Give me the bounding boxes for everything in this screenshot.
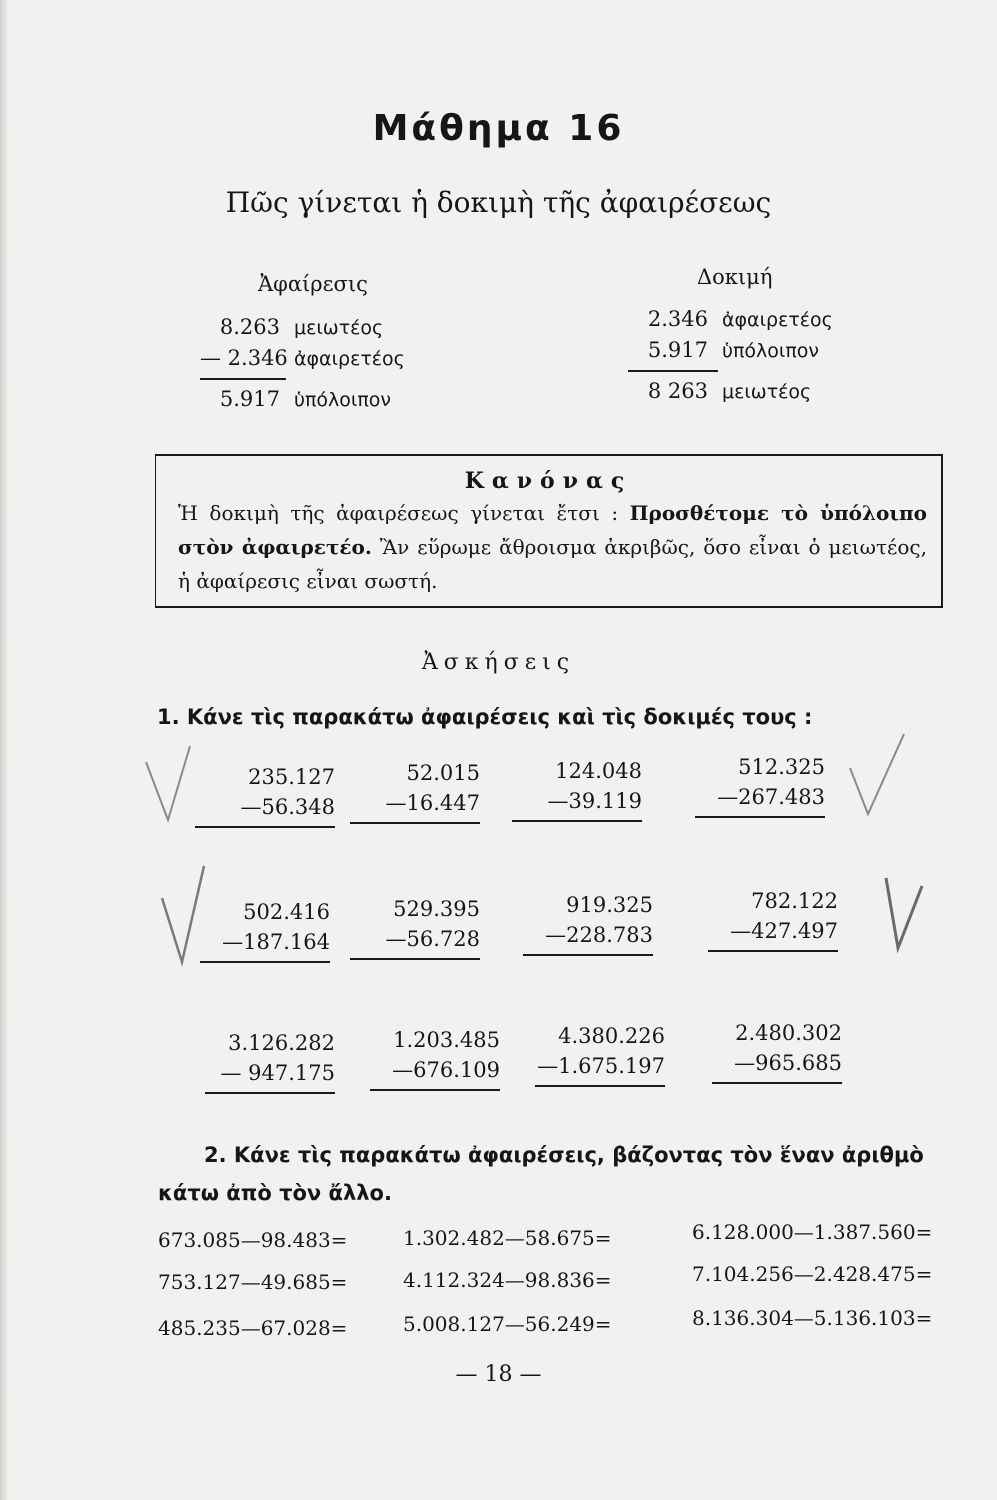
example-label: ἀφαιρετέος [294, 348, 405, 370]
minuend: 782.122 [751, 889, 838, 913]
minuend: 52.015 [406, 761, 480, 785]
problem [712, 1018, 842, 1084]
problem [523, 890, 653, 956]
equation: 1.302.482—58.675= [403, 1226, 612, 1250]
equation: 6.128.000—1.387.560= [692, 1220, 933, 1244]
example-value: 5.917 [647, 338, 708, 362]
problem [370, 1025, 500, 1091]
equation: 5.008.127—56.249= [403, 1312, 612, 1336]
minuend: 2.480.302 [735, 1021, 842, 1045]
proof-example [628, 304, 833, 407]
answer-line [708, 950, 838, 952]
answer-line [200, 961, 330, 963]
example-row [200, 343, 405, 374]
example-value: 8 263 [647, 378, 708, 403]
check-mark-icon [138, 740, 198, 830]
subtrahend: —16.447 [385, 791, 480, 815]
equation: 673.085—98.483= [158, 1228, 348, 1252]
proof-heading: Δοκιμή [697, 265, 773, 289]
example-label: ὑπόλοιπον [722, 340, 820, 362]
problem [200, 897, 330, 963]
answer-line [695, 816, 825, 818]
example-row [628, 304, 833, 335]
problem [535, 1021, 665, 1087]
subtrahend: —1.675.197 [537, 1054, 665, 1078]
example-row [200, 312, 405, 343]
subtraction-example [200, 312, 405, 415]
example-row [200, 384, 405, 415]
answer-line [523, 954, 653, 956]
check-mark-icon [156, 860, 216, 970]
subtrahend: —228.783 [545, 923, 653, 947]
check-mark-icon [876, 872, 936, 962]
subtrahend: —39.119 [547, 789, 642, 813]
problem [512, 756, 642, 822]
rule-text [178, 496, 927, 598]
minuend: 919.325 [566, 893, 653, 917]
sum-line [628, 370, 718, 372]
subtrahend: —56.728 [385, 927, 480, 951]
subtrahend: —965.685 [734, 1051, 842, 1075]
example-value: 2.346 [647, 307, 708, 331]
minuend: 1.203.485 [393, 1028, 500, 1052]
example-label: ὑπόλοιπον [294, 388, 392, 411]
page-number: — 18 — [455, 1362, 542, 1387]
subtrahend: —187.164 [222, 930, 330, 954]
rule-text-start: Ἡ δοκιμὴ τῆς ἀφαιρέσεως γίνεται ἔτσι : [178, 501, 619, 525]
subtrahend: —56.348 [240, 795, 335, 819]
problem [695, 752, 825, 818]
answer-line [712, 1082, 842, 1084]
page-edge [0, 0, 8, 1500]
exercise1-heading: 1. Κάνε τὶς παρακάτω ἀφαιρέσεις καὶ τὶς δοκιμές τους : [157, 705, 813, 729]
equation: 7.104.256—2.428.475= [692, 1262, 933, 1286]
answer-line [205, 1092, 335, 1094]
answer-line [350, 958, 480, 960]
problem [350, 758, 480, 824]
equation: 485.235—67.028= [158, 1316, 348, 1340]
minuend: 512.325 [738, 755, 825, 779]
problem [708, 886, 838, 952]
problem [205, 1028, 335, 1094]
subtrahend: —427.497 [730, 919, 838, 943]
equation: 8.136.304—5.136.103= [692, 1306, 933, 1330]
problem [205, 762, 335, 828]
example-label: μειωτέος [294, 317, 384, 339]
sum-line [200, 378, 286, 380]
rule-text-end: Ἂν εὕρωμε ἄθροισμα ἀκριβῶς, ὅσο εἶναι ὁ μειωτέος, ἡ ἀφαίρεσις εἶναι σωστή. [178, 535, 927, 593]
example-value: — 2.346 [200, 346, 288, 370]
rule-title: Κανόνας [464, 468, 633, 494]
equation: 753.127—49.685= [158, 1270, 348, 1294]
subtrahend: —267.483 [717, 785, 825, 809]
minuend: 502.416 [243, 900, 330, 924]
minuend: 3.126.282 [228, 1031, 335, 1055]
rule-box [155, 454, 943, 608]
answer-line [535, 1085, 665, 1087]
answer-line [350, 822, 480, 824]
minuend: 235.127 [248, 765, 335, 789]
example-value: 5.917 [219, 386, 280, 411]
example-label: ἀφαιρετέος [722, 309, 833, 331]
subtrahend: —676.109 [392, 1058, 500, 1082]
subtrahend: — 947.175 [220, 1061, 335, 1085]
example-row [628, 335, 833, 366]
check-mark-icon [842, 728, 912, 828]
example-value: 8.263 [219, 315, 280, 339]
problem [350, 894, 480, 960]
exercise2-heading: 2. Κάνε τὶς παρακάτω ἀφαιρέσεις, βάζοντας τὸν ἕναν ἀριθμὸ κάτω ἀπὸ τὸν ἄλλο. [158, 1143, 924, 1205]
minuend: 124.048 [555, 759, 642, 783]
example-row [628, 376, 833, 407]
answer-line [512, 820, 642, 822]
minuend: 4.380.226 [558, 1024, 665, 1048]
exercises-title: Ἀσκήσεις [421, 650, 576, 675]
lesson-subtitle: Πῶς γίνεται ἡ δοκιμὴ τῆς ἀφαιρέσεως [225, 186, 772, 219]
rule-text-bold: Προσθέτομε τὸ ὑπόλοιπο στὸν ἀφαιρετέο. [178, 501, 927, 559]
minuend: 529.395 [393, 897, 480, 921]
lesson-title: Μάθημα 16 [372, 108, 625, 149]
answer-line [195, 826, 335, 828]
equation: 4.112.324—98.836= [403, 1268, 612, 1292]
example-label: μειωτέος [722, 380, 812, 403]
answer-line [370, 1089, 500, 1091]
subtraction-heading: Ἀφαίρεσις [258, 272, 368, 296]
